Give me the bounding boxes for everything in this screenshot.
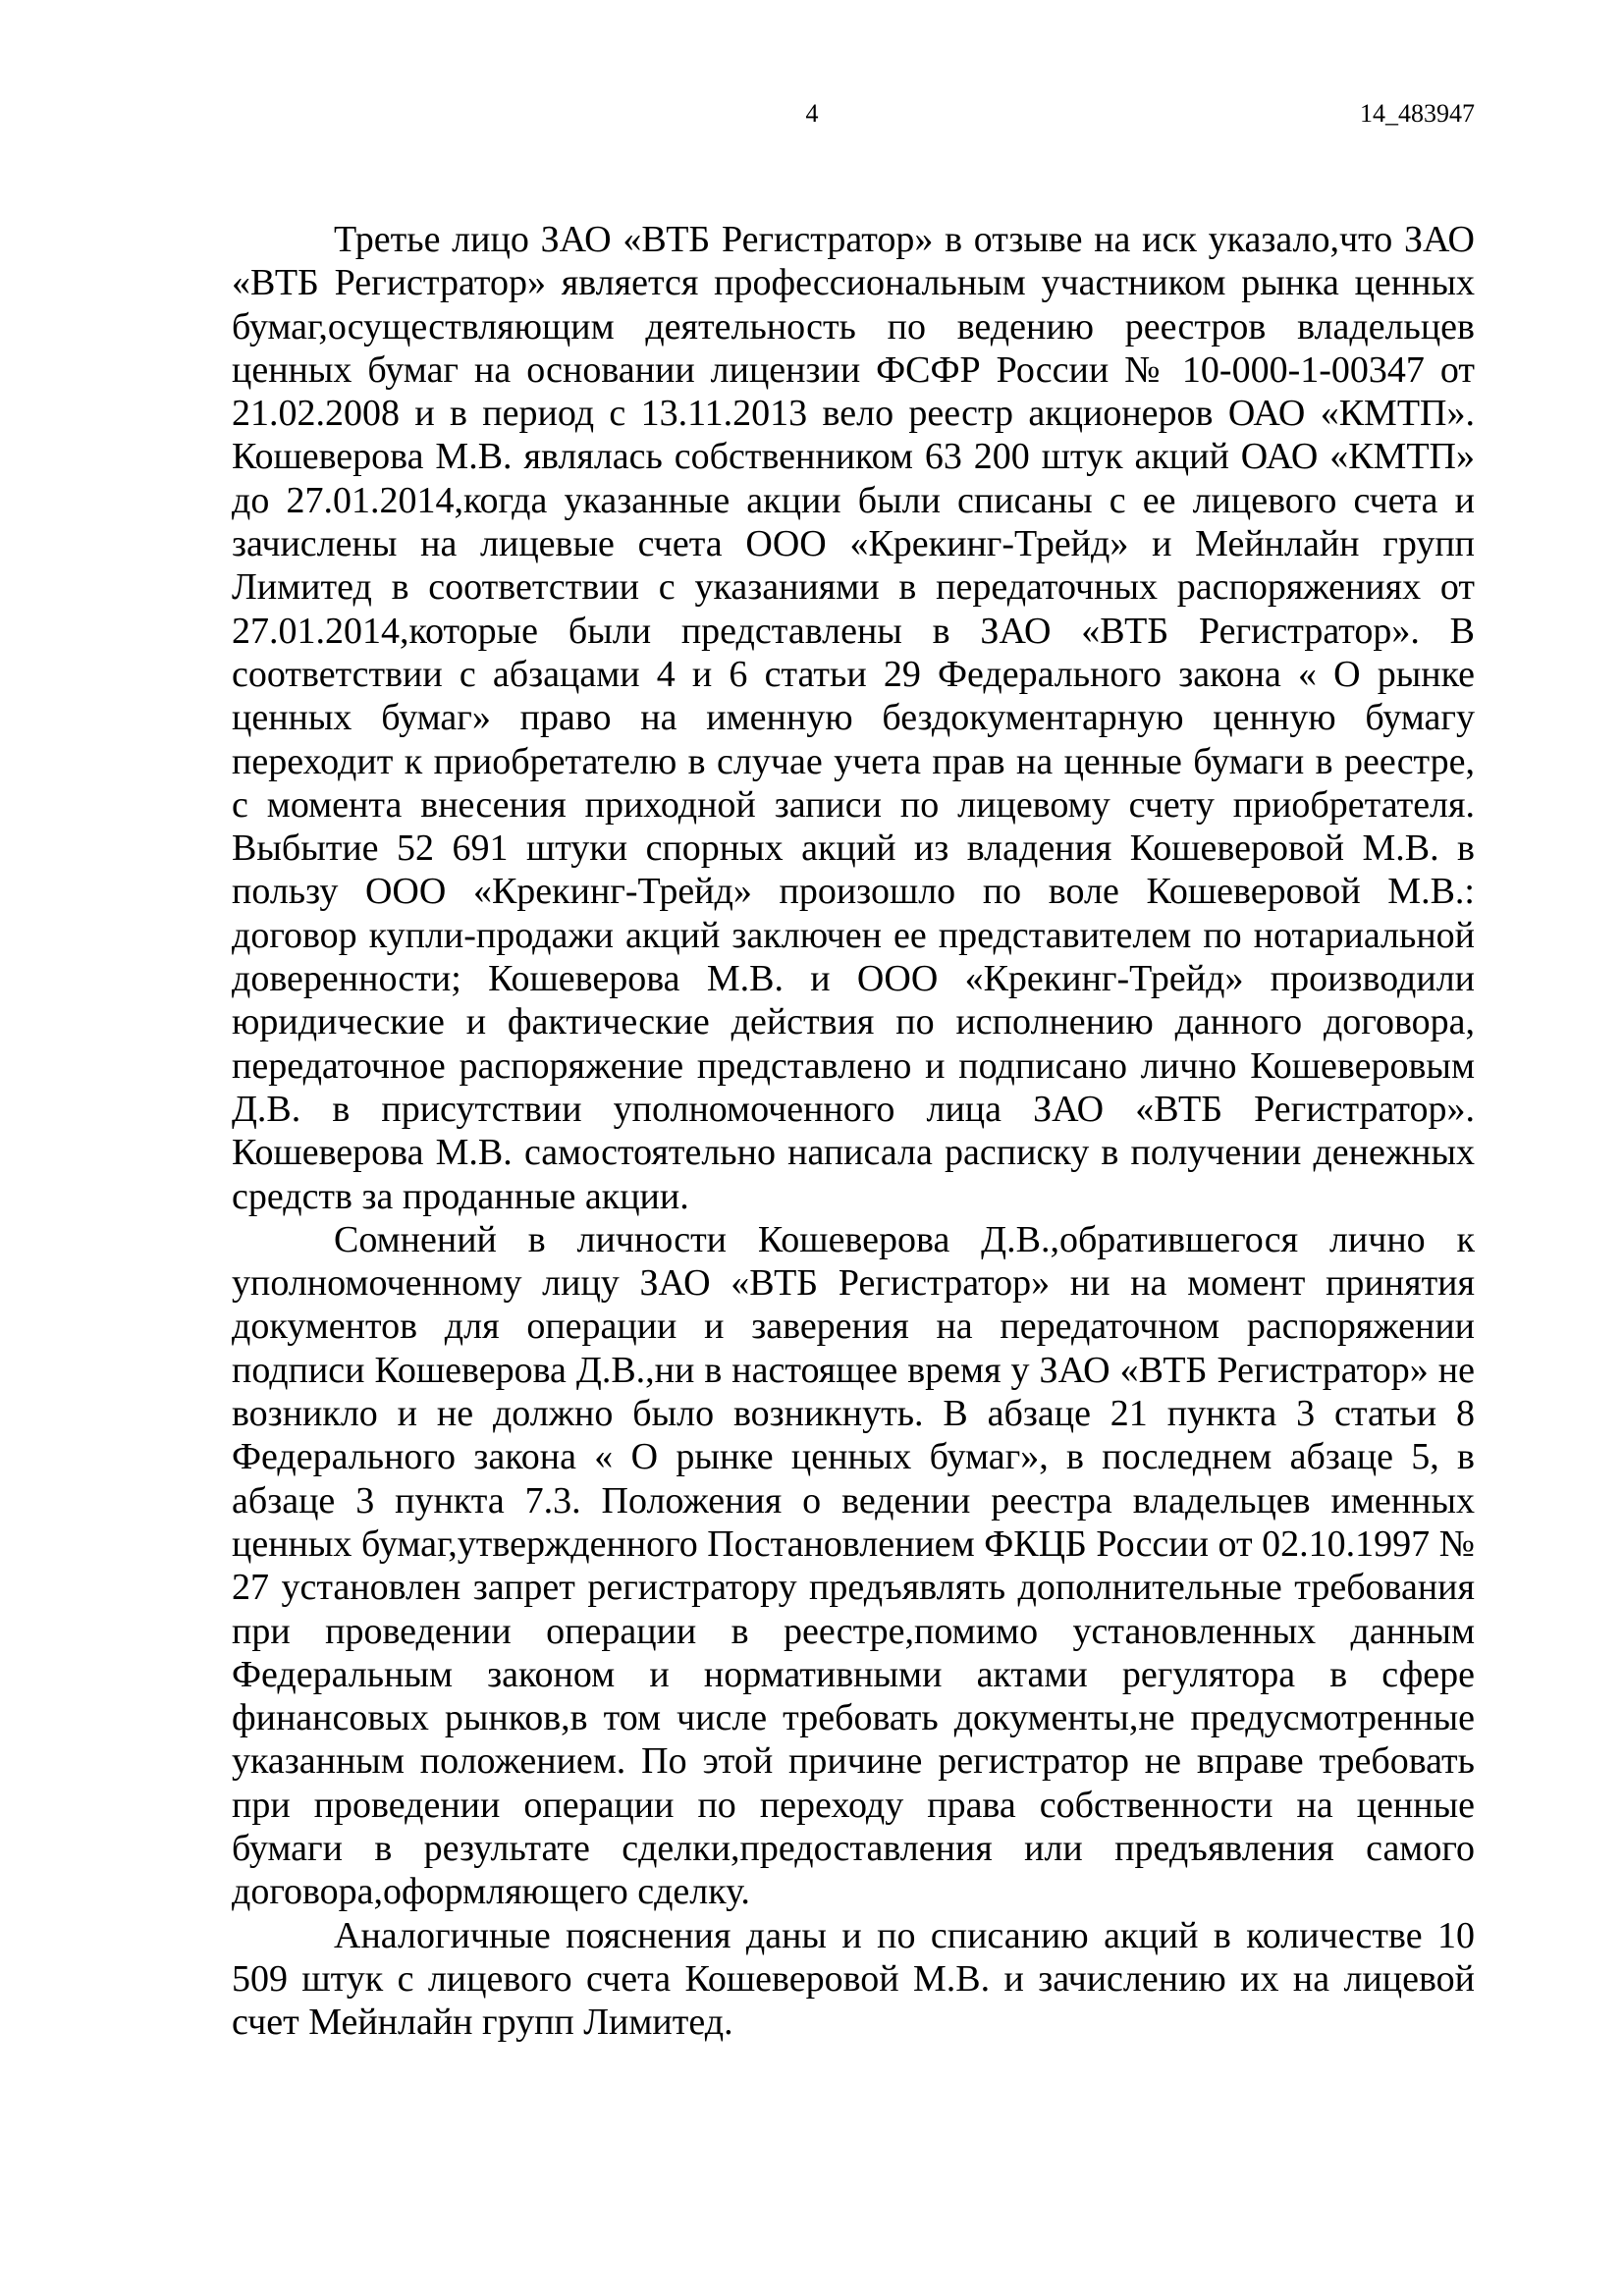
page-header: [0, 94, 1624, 133]
paragraph-similar-explanations: Аналогичные пояснения даны и по списанию акций в количестве 10 509 штук с лицевого счета Кошеверовой М.В. и зачислению их на лицевой счет Мейнлайн групп Лимитед.: [232, 1914, 1475, 2044]
paragraph-registrar-response: Третье лицо ЗАО «ВТБ Регистратор» в отзыве на иск указало,что ЗАО «ВТБ Регистратор» является профессиональным участником рынка ценных бумаг,осуществляющим деятельность по ведению реестров владельцев ценных бумаг на основании лицензии ФСФР России № 10-000-1-00347 от 21.02.2008 и в период с 13.11.2013 вело реестр акционеров ОАО «КМТП». Кошеверова М.В. являлась собственником 63 200 штук акций ОАО «КМТП» до 27.01.2014,когда указанные акции были списаны с ее лицевого счета и зачислены на лицевые счета ООО «Крекинг-Трейд» и Мейнлайн групп Лимитед в соответствии с указаниями в передаточных распоряжениях от 27.01.2014,которые были представлены в ЗАО «ВТБ Регистратор». В соответствии с абзацами 4 и 6 статьи 29 Федерального закона « О рынке ценных бумаг» право на именную бездокументарную ценную бумагу переходит к приобретателю в случае учета прав на ценные бумаги в реестре, с момента внесения приходной записи по лицевому счету приобретателя. Выбытие 52 691 штуки спорных акций из владения Кошеверовой М.В. в пользу ООО «Крекинг-Трейд» произошло по воле Кошеверовой М.В.: договор купли-продажи акций заключен ее представителем по нотариальной доверенности; Кошеверова М.В. и ООО «Крекинг-Трейд» производили юридические и фактические действия по исполнению данного договора, передаточное распоряжение представлено и подписано лично Кошеверовым Д.В. в присутствии уполномоченного лица ЗАО «ВТБ Регистратор». Кошеверова М.В. самостоятельно написала расписку в получении денежных средств за проданные акции.: [232, 219, 1475, 1217]
document-id: 14_483947: [1360, 99, 1475, 128]
paragraph-identity-doubts: Сомнений в личности Кошеверова Д.В.,обратившегося лично к уполномоченному лицу ЗАО «ВТБ Регистратор» ни на момент принятия документов для операции и заверения на передаточном распоряжении подписи Кошеверова Д.В.,ни в настоящее время у ЗАО «ВТБ Регистратор» не возникло и не должно было возникнуть. В абзаце 21 пункта 3 статьи 8 Федерального закона « О рынке ценных бумаг», в последнем абзаце 5, в абзаце 3 пункта 7.3. Положения о ведении реестра владельцев именных ценных бумаг,утвержденного Постановлением ФКЦБ России от 02.10.1997 № 27 установлен запрет регистратору предъявлять дополнительные требования при проведении операции в реестре,помимо установленных данным Федеральным законом и нормативными актами регулятора в сфере финансовых рынков,в том числе требовать документы,не предусмотренные указанным положением. По этой причине регистратор не вправе требовать при проведении операции по переходу права собственности на ценные бумаги в результате сделки,предоставления или предъявления самого договора,оформляющего сделку.: [232, 1218, 1475, 1913]
page-number: 4: [805, 99, 819, 128]
document-body: [232, 218, 1475, 2044]
